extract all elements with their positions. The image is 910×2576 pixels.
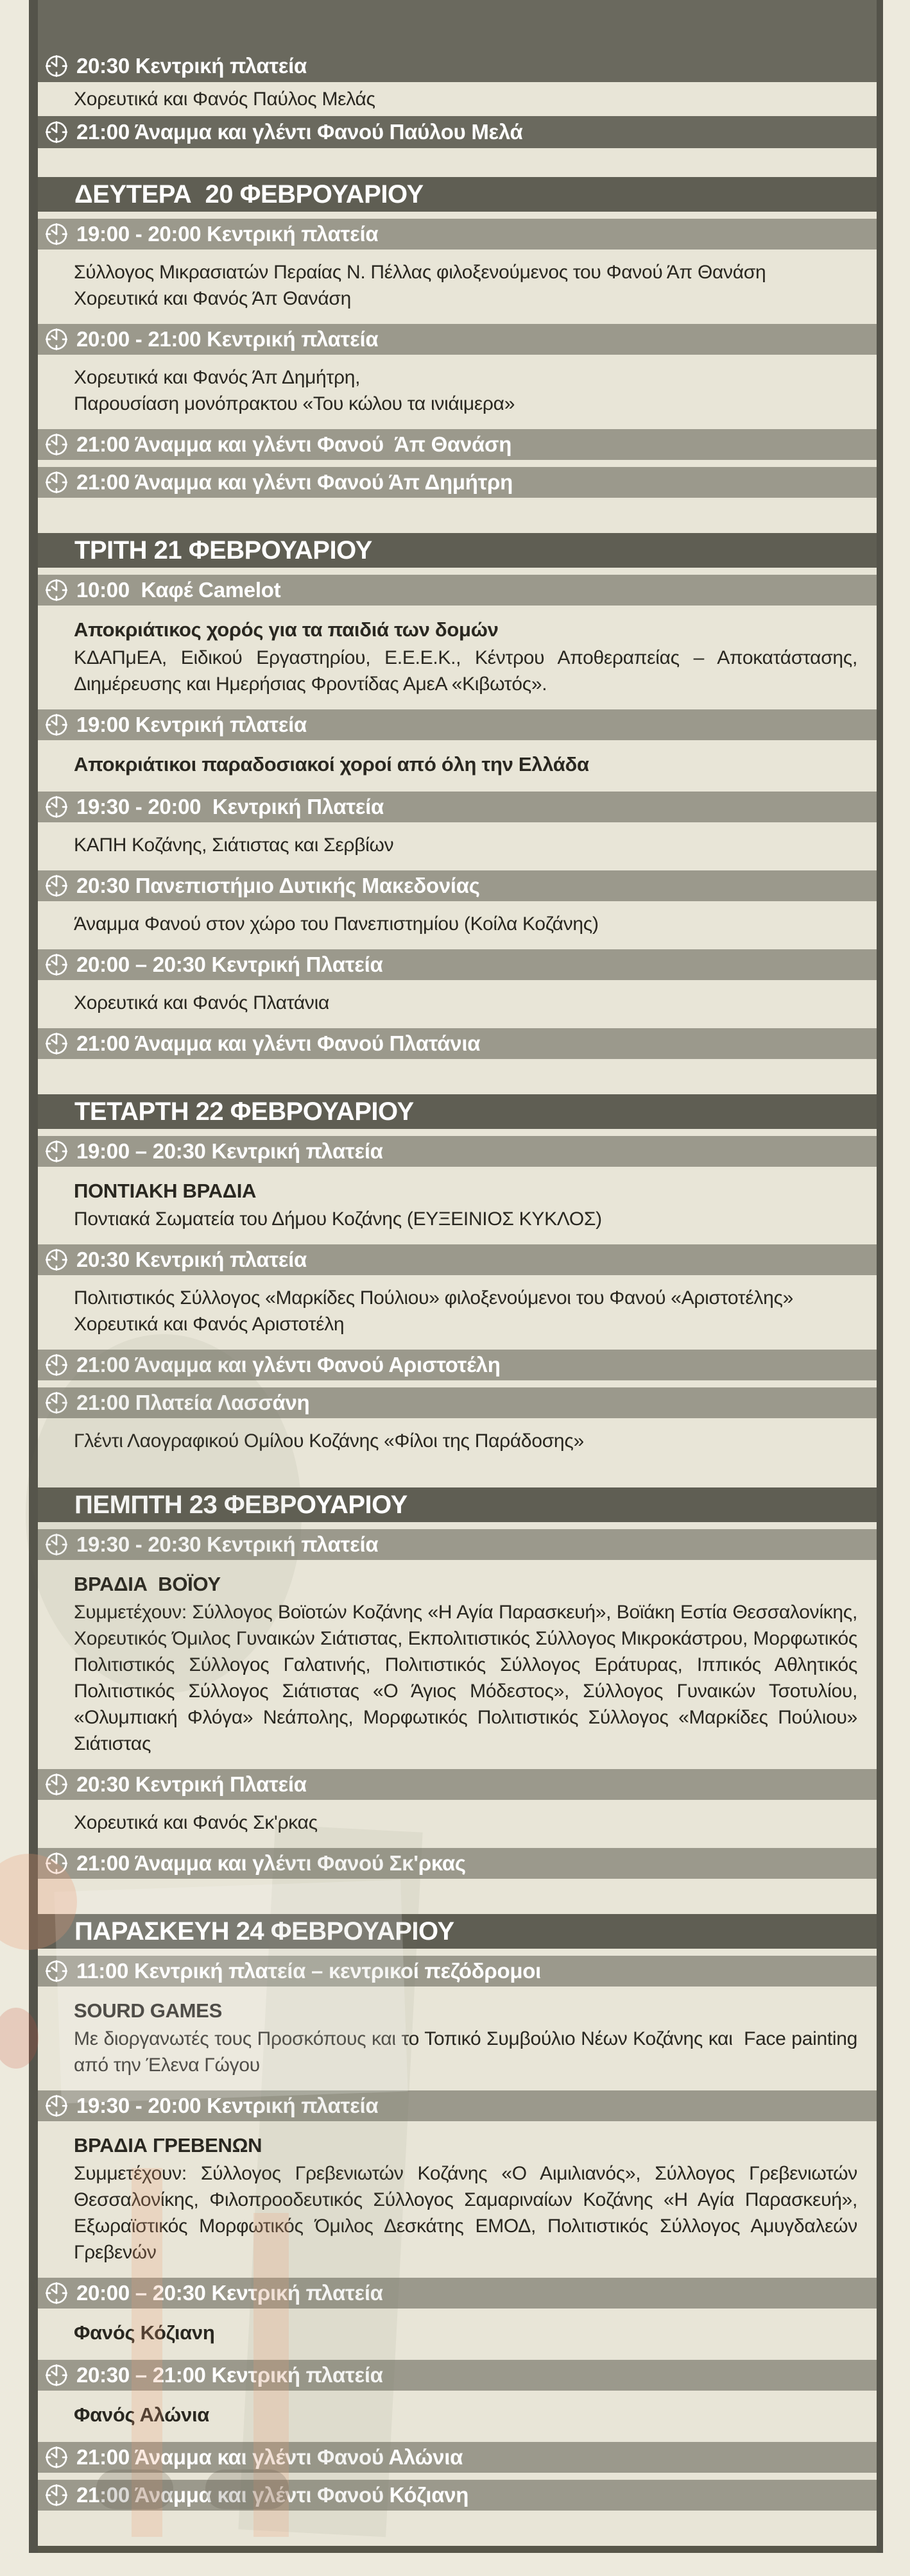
- day-section: [38, 1914, 877, 2518]
- time-slot: [38, 2360, 877, 2391]
- clock-icon: [44, 578, 69, 602]
- time-slot: [38, 575, 877, 606]
- event-details: [38, 1174, 877, 1237]
- time-slot: [38, 1136, 877, 1167]
- event-title: Φανός Αλώνια: [74, 2403, 210, 2426]
- clock-icon: [44, 1139, 69, 1164]
- clock-icon: [44, 1248, 69, 1272]
- clock-icon: [44, 2483, 69, 2507]
- event-details: [38, 829, 877, 863]
- event-details: [38, 2398, 877, 2435]
- time-slot-label: 20:30 Κεντρική Πλατεία: [76, 1772, 307, 1796]
- time-slot-label: 19:30 - 20:30 Κεντρική πλατεία: [76, 1532, 379, 1556]
- event-description: Χορευτικά και Φανός Σκ'ρκας: [74, 1812, 318, 1833]
- event-details: [38, 1807, 877, 1841]
- time-slot-label: 10:00 Καφέ Camelot: [76, 578, 281, 602]
- event-details: [38, 2316, 877, 2353]
- event-title: ΒΡΑΔΙΑ ΓΡΕΒΕΝΩΝ: [74, 2134, 262, 2157]
- time-slot: [38, 2442, 877, 2473]
- time-slot: [38, 1387, 877, 1418]
- time-slot: [38, 2278, 877, 2309]
- time-slot: [38, 2090, 877, 2121]
- time-slot: [38, 2480, 877, 2511]
- day-section: [38, 177, 877, 505]
- day-section: [38, 1487, 877, 1886]
- time-slot-label: 20:00 – 20:30 Κεντρική Πλατεία: [76, 953, 383, 976]
- event-title: ΠΟΝΤΙΑΚΗ ΒΡΑΔΙΑ: [74, 1180, 257, 1202]
- clock-icon: [44, 795, 69, 819]
- event-details: [38, 613, 877, 702]
- clock-icon: [44, 1031, 69, 1056]
- event-description: Συμμετέχουν: Σύλλογος Βοϊοτών Κοζάνης «Η Αγία Παρασκευή», Βοϊάκη Εστία Θεσσαλονίκης, Χορευτικός Όμιλος Γυναικών Σιάτιστας, Εκπολιτιστικός Σύλλογος Μικροκάστρου, Μορφωτικός Πολιτιστικός Σύλλογος Γαλατινής, Πολιτιστικός Σύλλογος Εράτυρας, Ιππικός Αθλητικός Πολιτιστικός Σύλλογος Σιάτιστας «Ο Άγιος Μόδεστος», Σύλλογος Γυναικών Τσοτυλίου, «Ολυμπιακή Φλόγα» Νεάπολης, Μορφωτικός Πολιτιστικός Σύλλογος «Μαρκίδες Πούλιου» Σιάτιστας: [74, 1602, 863, 1754]
- time-slot: [38, 1848, 877, 1879]
- clock-icon: [44, 470, 69, 495]
- event-description: Χορευτικά και Φανός Αριστοτέλη: [74, 1314, 345, 1335]
- schedule-panel: [29, 0, 883, 2553]
- clock-icon: [44, 2445, 69, 2470]
- clock-icon: [44, 54, 69, 78]
- event-title: SOURD GAMES: [74, 1999, 222, 2022]
- event-details: [38, 1567, 877, 1762]
- event-details: [38, 257, 877, 317]
- time-slot: [38, 1028, 877, 1059]
- event-details: [38, 2128, 877, 2271]
- time-slot: [38, 1350, 877, 1380]
- time-slot: [38, 1244, 877, 1275]
- clock-icon: [44, 1959, 69, 1983]
- event-description: Με διοργανωτές τους Προσκόπους και το Τοπικό Συμβούλιο Νέων Κοζάνης και Face painting από την Έλενα Γώγου: [74, 2028, 863, 2076]
- day-header: ΠΕΜΠΤΗ 23 ΦΕΒΡΟΥΑΡΙΟΥ: [38, 1487, 877, 1522]
- event-description: Χορευτικά και Φανός Άπ Θανάση: [74, 288, 352, 309]
- event-description: Χορευτικά και Φανός Παύλος Μελάς: [74, 89, 375, 110]
- clock-icon: [44, 327, 69, 352]
- event-description: ΚΔΑΠμΕΑ, Ειδικού Εργαστηρίου, Ε.Ε.Ε.Κ., Κέντρου Αποθεραπείας – Αποκατάστασης, Διημέρευσης και Ημερήσιας Φροντίδας ΑμεΑ «Κιβωτός».: [74, 647, 862, 695]
- time-slot-label: 19:00 – 20:30 Κεντρική πλατεία: [76, 1139, 383, 1163]
- time-slot-label: 21:00 Άναμμα και γλέντι Φανού Αλώνια: [76, 2445, 463, 2469]
- event-description: Παρουσίαση μονόπρακτου «Του κώλου τα ινιάιμερα»: [74, 393, 515, 414]
- time-slot: [38, 1529, 877, 1560]
- event-description: Πολιτιστικός Σύλλογος «Μαρκίδες Πούλιου» φιλοξενούμενοι του Φανού «Αριστοτέλης»: [74, 1287, 794, 1309]
- event-title: Φανός Κόζιανη: [74, 2321, 215, 2344]
- event-details: [38, 362, 877, 422]
- time-slot-label: 11:00 Κεντρική πλατεία – κεντρικοί πεζόδρομοι: [76, 1959, 542, 1983]
- time-slot: [38, 1769, 877, 1800]
- time-slot: [38, 870, 877, 901]
- event-description: Γλέντι Λαογραφικού Ομίλου Κοζάνης «Φίλοι της Παράδοσης»: [74, 1430, 584, 1452]
- day-section: [38, 533, 877, 1066]
- intro-section: [38, 0, 877, 148]
- clock-icon: [44, 1391, 69, 1415]
- time-slot-label: 20:30 – 21:00 Κεντρική πλατεία: [76, 2363, 383, 2387]
- time-slot-label: 21:00 Άναμμα και γλέντι Φανού Κόζιανη: [76, 2483, 469, 2507]
- day-header: ΤΕΤΑΡΤΗ 22 ΦΕΒΡΟΥΑΡΙΟΥ: [38, 1094, 877, 1129]
- event-description: Άναμμα Φανού στον χώρο του Πανεπιστημίου (Κοίλα Κοζάνης): [74, 913, 599, 935]
- time-slot: [38, 709, 877, 740]
- time-slot-label: 21:00 Άναμμα και γλέντι Φανού Άπ Θανάση: [76, 432, 512, 456]
- time-slot-label: 21:00 Άναμμα και γλέντι Φανού Σκ'ρκας: [76, 1851, 466, 1875]
- clock-icon: [44, 1851, 69, 1876]
- time-slot-label: 20:00 - 21:00 Κεντρική πλατεία: [76, 327, 379, 351]
- event-details: [38, 1425, 877, 1459]
- time-slot-label: 19:30 - 20:00 Κεντρική πλατεία: [76, 2094, 379, 2117]
- event-description: Ποντιακά Σωματεία του Δήμου Κοζάνης (ΕΥΞΕΙΝΙΟΣ ΚΥΚΛΟΣ): [74, 1208, 602, 1230]
- event-details: [38, 908, 877, 942]
- time-slot: [38, 792, 877, 822]
- day-header: ΤΡΙΤΗ 21 ΦΕΒΡΟΥΑΡΙΟΥ: [38, 533, 877, 568]
- event-details: [38, 1994, 877, 2083]
- event-description: Σύλλογος Μικρασιατών Περαίας Ν. Πέλλας φιλοξενούμενος του Φανού Άπ Θανάση: [74, 262, 766, 283]
- event-details: [38, 747, 877, 784]
- time-slot-label: 20:30 Κεντρική πλατεία: [76, 1248, 307, 1271]
- clock-icon: [44, 1532, 69, 1557]
- day-section: [38, 1094, 877, 1459]
- time-slot-label: 20:30 Πανεπιστήμιο Δυτικής Μακεδονίας: [76, 874, 480, 897]
- time-slot: [38, 467, 877, 498]
- event-description: Συμμετέχουν: Σύλλογος Γρεβενιωτών Κοζάνης «Ο Αιμιλιανός», Σύλλογος Γρεβενιωτών Θεσσαλονίκης, Φιλοπροοδευτικός Σύλλογος Σαμαριναίων Κοζάνης «Η Αγία Παρασκευή», Εξωραϊστικός Μορφωτικός Όμιλος Δεσκάτης ΕΜΟΔ, Πολιτιστικός Σύλλογος Αμυγδαλεών Γρεβενών: [74, 2163, 863, 2263]
- clock-icon: [44, 2363, 69, 2387]
- clock-icon: [44, 432, 69, 457]
- clock-icon: [44, 953, 69, 977]
- time-slot-label: 20:30 Κεντρική πλατεία: [76, 54, 307, 78]
- time-slot-label: 21:00 Άναμμα και γλέντι Φανού Άπ Δημήτρη: [76, 470, 513, 494]
- time-slot-label: 19:00 Κεντρική πλατεία: [76, 713, 307, 736]
- clock-icon: [44, 1772, 69, 1797]
- event-title: Αποκριάτικος χορός για τα παιδιά των δομών: [74, 618, 499, 641]
- clock-icon: [44, 874, 69, 898]
- event-details: [38, 987, 877, 1021]
- time-slot: [38, 219, 877, 250]
- event-title: ΒΡΑΔΙΑ ΒΟΪΟΥ: [74, 1573, 221, 1595]
- time-slot: [38, 116, 877, 148]
- time-slot-label: 21:00 Άναμμα και γλέντι Φανού Παύλου Μελά: [76, 120, 523, 144]
- time-slot: [38, 949, 877, 980]
- time-slot: [38, 1956, 877, 1987]
- time-slot-label: 19:30 - 20:00 Κεντρική Πλατεία: [76, 795, 384, 818]
- event-description: Χορευτικά και Φανός Άπ Δημήτρη,: [74, 367, 361, 388]
- event-description: ΚΑΠΗ Κοζάνης, Σιάτιστας και Σερβίων: [74, 835, 394, 856]
- time-slot-label: 21:00 Πλατεία Λασσάνη: [76, 1391, 310, 1414]
- event-details: [38, 82, 877, 116]
- clock-icon: [44, 2094, 69, 2118]
- clock-icon: [44, 1353, 69, 1377]
- time-slot: [38, 50, 877, 82]
- day-header: ΠΑΡΑΣΚΕΥΗ 24 ΦΕΒΡΟΥΑΡΙΟΥ: [38, 1914, 877, 1949]
- time-slot-label: 21:00 Άναμμα και γλέντι Φανού Πλατάνια: [76, 1031, 481, 1055]
- clock-icon: [44, 2281, 69, 2305]
- clock-icon: [44, 120, 69, 144]
- time-slot-label: 21:00 Άναμμα και γλέντι Φανού Αριστοτέλη: [76, 1353, 501, 1377]
- time-slot-label: 19:00 - 20:00 Κεντρική πλατεία: [76, 222, 379, 246]
- footer-bar: [38, 2546, 877, 2553]
- time-slot: [38, 324, 877, 355]
- event-details: [38, 1282, 877, 1343]
- day-header: ΔΕΥΤΕΡΑ 20 ΦΕΒΡΟΥΑΡΙΟΥ: [38, 177, 877, 212]
- time-slot-label: 20:00 – 20:30 Κεντρική πλατεία: [76, 2281, 383, 2305]
- clock-icon: [44, 713, 69, 737]
- time-slot: [38, 429, 877, 460]
- clock-icon: [44, 222, 69, 246]
- event-description: Χορευτικά και Φανός Πλατάνια: [74, 992, 330, 1013]
- event-title: Αποκριάτικοι παραδοσιακοί χοροί από όλη την Ελλάδα: [74, 753, 589, 775]
